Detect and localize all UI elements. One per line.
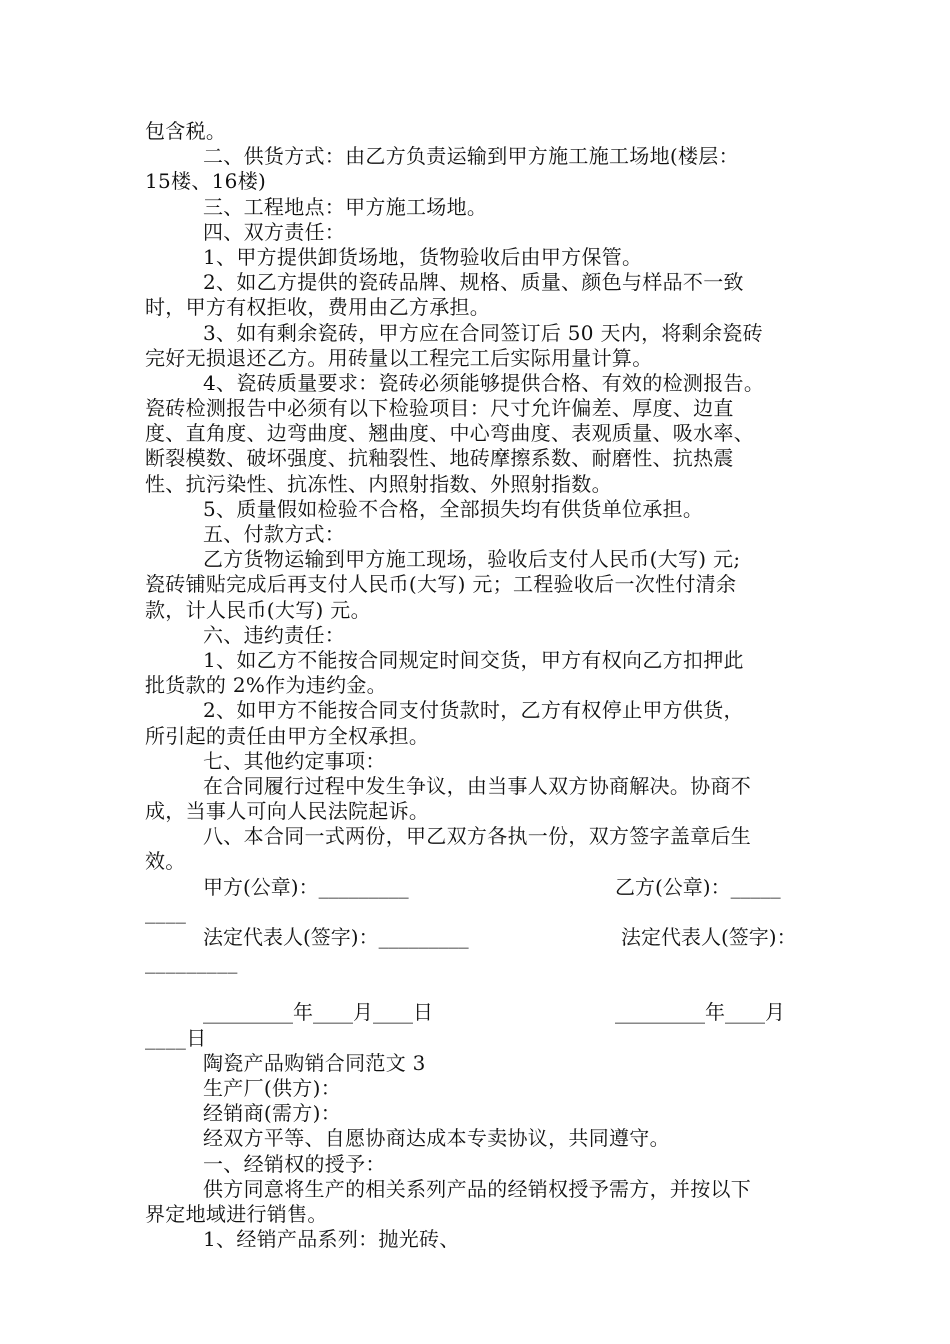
signature-row-date [145,1000,825,1025]
text-line: 三、工程地点：甲方施工场地。 [203,194,488,219]
text-line: 3、如有剩余瓷砖，甲方应在合同签订后 50 天内，将剩余瓷砖 [203,320,763,345]
text-line: 经双方平等、自愿协商达成本专卖协议，共同遵守。 [203,1126,670,1151]
party-a-representative: 法定代表人(签字)：_________ [203,925,469,949]
text-line: 2、如甲方不能按合同支付货款时，乙方有权停止甲方供货， [203,698,744,723]
party-b-seal: 乙方(公章)：_____ [615,874,781,899]
party-b-representative-continued: _________ [145,950,238,975]
text-line: 1、如乙方不能按合同规定时间交货，甲方有权向乙方扣押此 [203,647,744,672]
text-line: 完好无损退还乙方。用砖量以工程完工后实际用量计算。 [145,345,653,370]
text-line: 供方同意将生产的相关系列产品的经销权授予需方，并按以下 [203,1176,752,1201]
text-line: 五、付款方式： [203,522,346,546]
text-line: 度、直角度、边弯曲度、翘曲度、中心弯曲度、表观质量、吸水率、 [145,421,754,446]
text-line: 生产厂(供方)： [203,1075,342,1100]
text-line: 包含税。 [145,119,227,143]
text-line: 界定地域进行销售。 [145,1201,328,1226]
party-b-seal-continued: ____ [145,899,187,924]
text-line: 七、其他约定事项： [203,748,386,773]
text-line: 4、瓷砖质量要求：瓷砖必须能够提供合格、有效的检测报告。 [203,370,765,395]
signature-row-seal [145,875,825,900]
text-line: 一、经销权的授予： [203,1151,386,1176]
contract-3-clauses [145,1051,825,1253]
document-body [145,119,825,1252]
text-line: 批货款的 2%作为违约金。 [145,673,387,698]
party-a-seal: 甲方(公章)：_________ [203,874,409,899]
text-line: 二、供货方式：由乙方负责运输到甲方施工施工场地(楼层： [203,144,739,169]
party-a-date: _________年____月____日 [203,1000,433,1025]
text-line: 1、经销产品系列：抛光砖、 [203,1227,460,1252]
text-line: 断裂模数、破坏强度、抗釉裂性、地砖摩擦系数、耐磨性、抗热震 [145,446,734,471]
text-line: 经销商(需方)： [203,1101,342,1126]
text-line: 乙方货物运输到甲方施工现场，验收后支付人民币(大写) 元; [203,547,741,572]
text-line: 六、违约责任： [203,622,346,647]
text-line: 款，计人民币(大写) 元。 [145,597,371,622]
party-b-date-continued: ____日 [145,1025,207,1050]
text-line: 15楼、16楼) [145,169,267,194]
text-line: 八、本合同一式两份，甲乙双方各执一份，双方签字盖章后生 [203,824,752,849]
text-line: 所引起的责任由甲方全权承担。 [145,723,430,748]
text-line: 在合同履行过程中发生争议，由当事人双方协商解决。协商不 [203,773,752,798]
text-line: 成，当事人可向人民法院起诉。 [145,799,430,824]
text-line: 四、双方责任： [203,219,346,244]
party-b-representative: 法定代表人(签字)： [621,925,797,949]
text-line: 1、甲方提供卸货场地，货物验收后由甲方保管。 [203,244,643,269]
text-line: 陶瓷产品购销合同范文 3 [203,1050,426,1075]
text-line: 性、抗污染性、抗冻性、内照射指数、外照射指数。 [145,471,612,496]
contract-clauses [145,119,825,875]
party-b-date: _________年____月 [615,1000,785,1025]
signature-row-representative [145,925,825,950]
text-line: 2、如乙方提供的瓷砖品牌、规格、质量、颜色与样品不一致 [203,270,744,295]
text-line: 瓷砖检测报告中必须有以下检验项目：尺寸允许偏差、厚度、边直 [145,396,734,421]
text-line: 5、质量假如检验不合格，全部损失均有供货单位承担。 [203,496,704,521]
text-line: 瓷砖铺贴完成后再支付人民币(大写) 元；工程验收后一次性付清余 [145,572,737,597]
text-line: 效。 [145,849,186,874]
text-line: 时，甲方有权拒收，费用由乙方承担。 [145,295,491,320]
